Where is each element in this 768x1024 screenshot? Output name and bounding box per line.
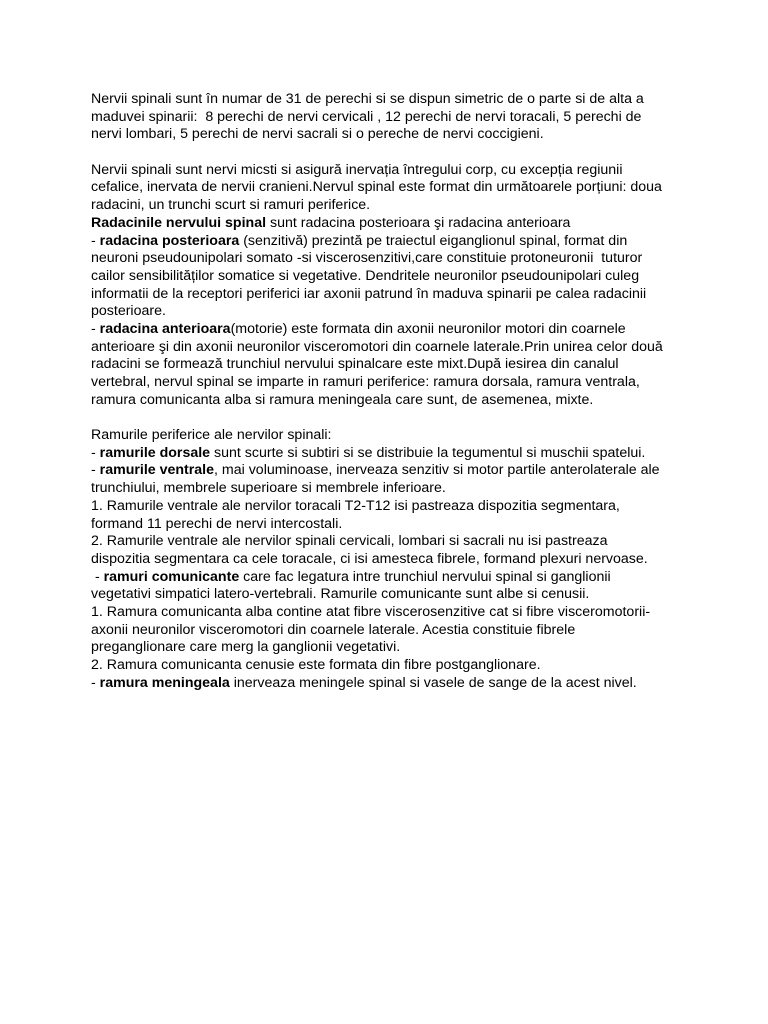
paragraph-line: vegetativi simpatici latero-vertebrali. Ramurile comunicante sunt albe si cenusii.	[91, 586, 590, 603]
bold-term: ramura meningeala	[99, 674, 230, 691]
paragraph-line: 1. Ramurile ventrale ale nervilor toracali T2-T12 isi pastreaza dispozitia segmentara,	[91, 497, 620, 514]
paragraph-line: Nervii spinali sunt în numar de 31 de perechi si se dispun simetric de o parte si de alta a	[91, 91, 644, 107]
paragraph-line: 1. Ramura comunicanta alba contine atat fibre viscerosenzitive cat si fibre visceromotorii-	[91, 603, 651, 620]
dorsale-line: - ramurile dorsale sunt scurte si subtiri si se distribuie la tegumentul si muschii spatelui.	[91, 444, 646, 461]
bold-term: ramurile ventrale	[99, 462, 215, 479]
comunicante-line: - ramuri comunicante care fac legatura intre trunchiul nervului spinal si ganglionii	[91, 568, 611, 585]
paragraph-line: 2. Ramurile ventrale ale nervilor spinali cervicali, lombari si sacrali nu isi pastreaza	[91, 533, 608, 550]
paragraph-line: dispozitia segmentara ca cele toracale, ci isi amesteca fibrele, formand plexuri nervoase.	[91, 550, 648, 567]
paragraph-line: formand 11 perechi de nervi intercostali.	[91, 515, 343, 532]
bold-term: ramurile dorsale	[99, 444, 211, 461]
bold-term: radacina posterioara	[99, 232, 240, 249]
paragraph-line: vertebral, nervul spinal se imparte in ramuri periferice: ramura dorsala, ramura ventrala,	[91, 374, 640, 390]
paragraph-line: 2. Ramura comunicanta cenusie este formata din fibre postganglionare.	[91, 657, 541, 673]
paragraph-line: radacini se formează trunchiul nervului spinalcare este mixt.După iesirea din canalul	[91, 356, 619, 373]
paragraph-gap	[91, 409, 708, 427]
paragraph-line: axonii neuronilor visceromotori din coarnele laterale. Acestia constituie fibrele	[91, 621, 576, 638]
paragraph-gap	[91, 144, 708, 162]
bold-term: Radacinile nervului spinal	[91, 214, 267, 231]
paragraph-line: radacini, un trunchi scurt si ramuri periferice.	[91, 197, 371, 214]
section-heading: Ramurile periferice ale nervilor spinali:	[91, 427, 332, 444]
paragraph-line: trunchiului, membrele superioare si membrele inferioare.	[91, 480, 446, 497]
bold-term: radacina anterioara	[99, 320, 231, 337]
ventrale-line: - ramurile ventrale, mai voluminoase, inerveaza senzitiv si motor partile anterolaterale ale	[91, 462, 660, 479]
meningeala-line: - ramura meningeala inerveaza meningele spinal si vasele de sange de la acest nivel.	[91, 674, 637, 691]
bold-term: ramuri comunicante	[103, 568, 240, 585]
paragraph-line: ramura comunicanta alba si ramura meningeala care sunt, de asemenea, mixte.	[91, 391, 594, 408]
paragraph-line: posterioare.	[91, 303, 166, 320]
paragraph-line: informatii de la receptori periferici iar axonii patrund în maduva spinarii pe calea radacinii	[91, 285, 647, 302]
paragraph-line: cailor sensibilităților somatice si vegetative. Dendritele neuronilor pseudounipolari culeg	[91, 267, 640, 284]
paragraph-line: cefalice, inervata de nervii cranieni.Nervul spinal este format din următoarele porțiuni: doua	[91, 179, 662, 196]
paragraph-line: maduvei spinarii: 8 perechi de nervi cervicali , 12 perechi de nervi toracali, 5 perechi de	[91, 108, 642, 125]
paragraph-line: anterioare şi din axonii neuronilor visceromotori din coarnele laterale.Prin unirea celor două	[91, 338, 663, 355]
paragraph-line: neuroni pseudounipolari somato -si viscerosenzitivi,care constituie protoneuronii tuturor	[91, 250, 643, 267]
posterioara-line: - radacina posterioara (senzitivă) prezintă pe traiectul eiganglionul spinal, format din	[91, 232, 628, 249]
paragraph-line: nervi lombari, 5 perechi de nervi sacrali si o pereche de nervi coccigieni.	[91, 126, 544, 143]
paragraph-line: preganglionare care merg la ganglionii vegetativi.	[91, 639, 401, 656]
anterioara-line: - radacina anterioara(motorie) este formata din axonii neuronilor motori din coarnele	[91, 320, 626, 337]
radacini-line: Radacinile nervului spinal sunt radacina posterioara şi radacina anterioara	[91, 214, 571, 231]
paragraph-line: Nervii spinali sunt nervi micsti si asigură inervația întregului corp, cu excepția regiunii	[91, 161, 623, 178]
